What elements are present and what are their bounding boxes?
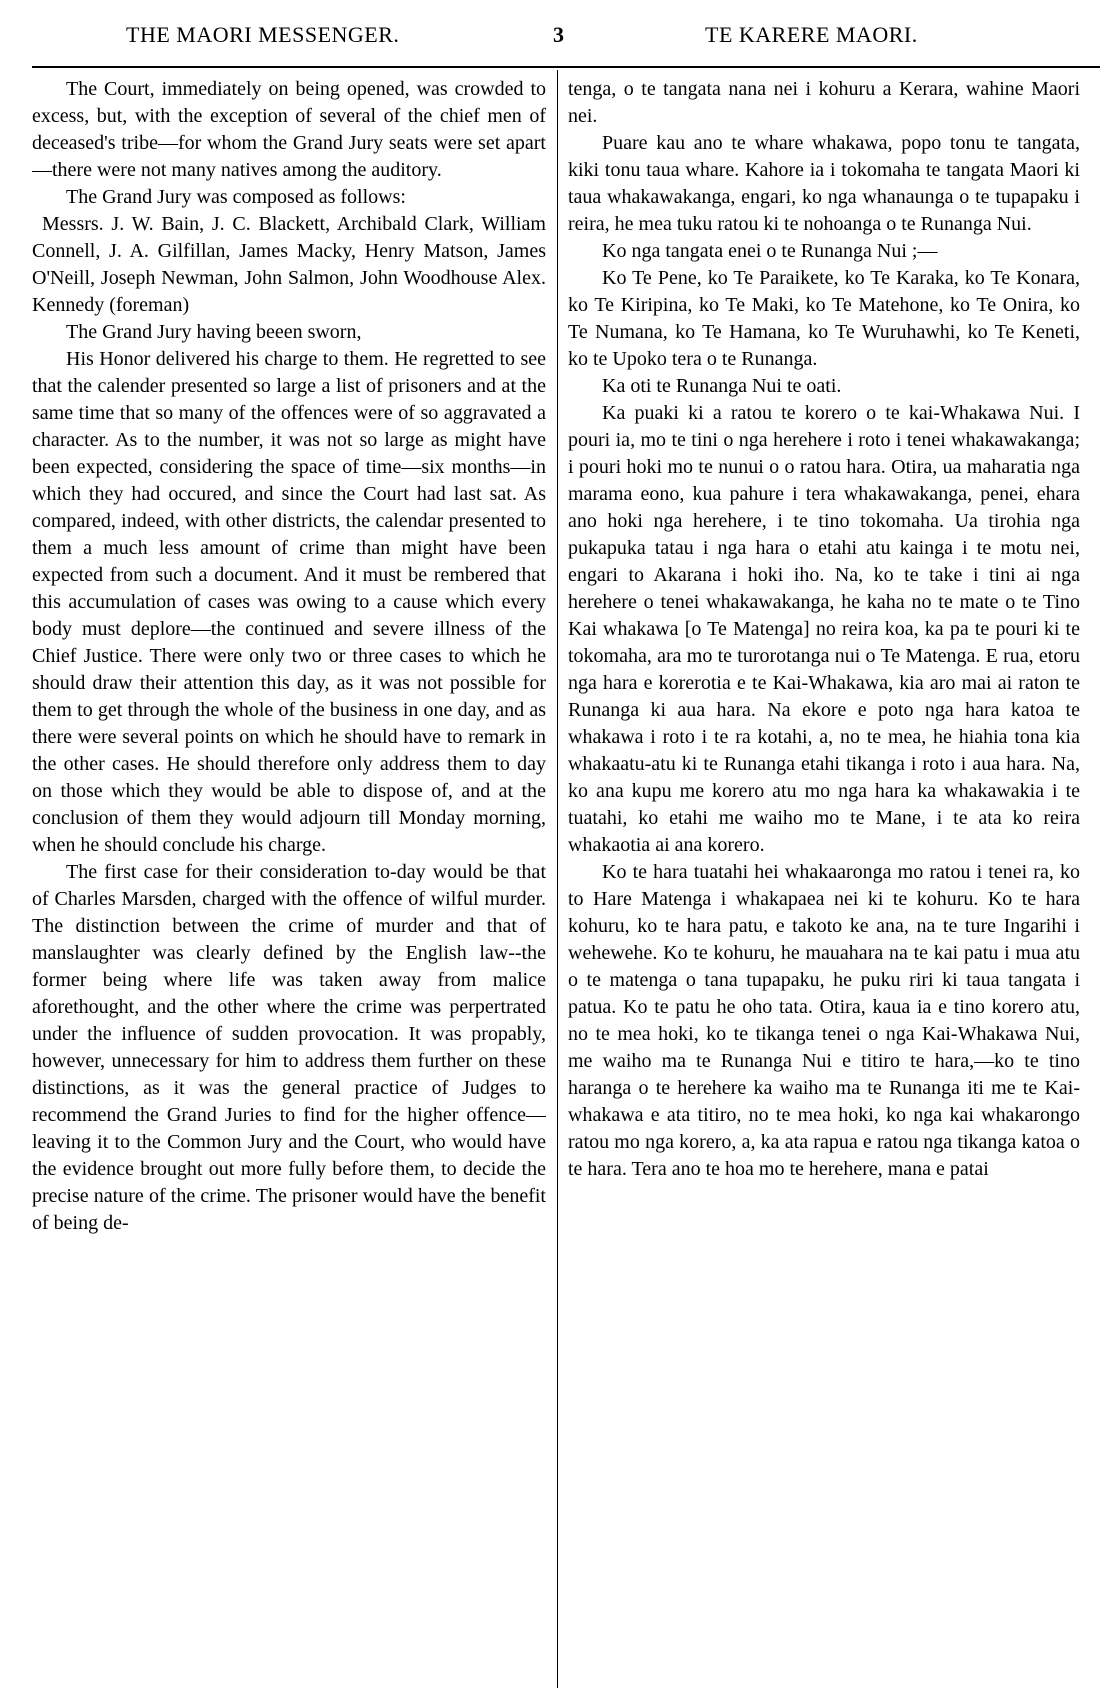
page-number: 3 [553,22,565,47]
english-paragraph: The Court, immediately on being opened, was crowded to excess, but, with the exception of several of the chief men of deceased's tribe—for whom the Grand Jury seats were set apart—there were not many natives among the auditory. [32,78,546,181]
maori-paragraph: Ka puaki ki a ratou te korero o te kai-Whakawa Nui. I pouri ia, mo te tini o nga herehere i roto i tenei whakawakanga; i pouri hoki mo te nunui o o ratou hara. Otira, ua maharatia nga marama eono, kua pahure i tera whakawakanga, penei, ehara ano hoki nga herehere, i te tino tokomaha. Ua tirohia nga pukapuka tatau i nga hara o etahi atu kainga i te motu nei, engari to Akarana i hoki iho. Na, ko te take i tini ai nga herehere o tenei whakawakanga, he kaha no te mate o te Tino Kai whakawa [o Te Matenga] no reira koa, ka pa te pouri ki te tokomaha, ara mo te turorotanga nui o Te Matenga. E rua, etoru nga hara e korerotia e te Kai-Whakawa, kia aro mai ai raton te Runanga ki aua hara. Na ekore e poto nga hara katoa te whakawa i roto i te ra kotahi, a, no te mea, he hiahia tona kia whakaatu-atu ki te Runanga etahi tikanga i roto i aua hara. Na, ko ana kupu me korero atu mo nga hara ka whakawakia i te tuatahi, ko etahi me waiho mo te Mane, i te ata ko reira whakaotia ai ana korero. [568,402,1080,856]
header-rule [32,66,1100,68]
masthead [0,22,1114,58]
english-paragraph: His Honor delivered his charge to them. He regretted to see that the calender presented so large a list of prisoners and at the same time that so many of the offences were of so aggravated a character. As to the number, it was not so large as might have been expected, considering the space of time—six months—in which they had occured, and since the Court had last sat. As compared, indeed, with other districts, the calendar presented to them a much less amount of crime than might have been expected from such a document. And it must be rembered that this accumulation of cases was owing to a cause which every body must deplore—the continued and severe illness of the Chief Justice. There were only two or three cases to which he should draw their attention this day, as it was not possible for them to get through the whole of the business in one day, and as there were several points on which he should have to remark in the other cases. He should therefore only address them to day on those which they would be able to dispose of, and at the conclusion of them they would adjourn till Monday morning, when he should conclude his charge. [32,348,546,856]
english-paragraph: The Grand Jury having beeen sworn, [66,321,362,343]
maori-paragraph: Ka oti te Runanga Nui te oati. [602,375,842,397]
maori-paragraph: Ko nga tangata enei o te Runanga Nui ;— [602,240,938,262]
column-divider [557,70,558,1688]
english-paragraph: The Grand Jury was composed as follows: [66,186,406,208]
masthead-english-title: THE MAORI MESSENGER. [126,22,400,47]
maori-paragraph: tenga, o te tangata nana nei i kohuru a Kerara, wahine Maori nei. [568,78,1080,127]
english-column [32,76,546,1686]
maori-paragraph: Ko te hara tuatahi hei whakaaronga mo ratou i tenei ra, ko to Hare Matenga i whakapaea nei ki te kohuru. Ko te hara kohuru, ko te hara patu, e takoto ke ana, na te ture Ingarihi i wehewehe. Ko te kohuru, he mauahara na te kai patu i mua atu o te matenga o tana tupapaku, he puku riri ki taua tangata i patua. Ko te patu he oho tata. Otira, kaua ia e tino korero atu, no te mea hoki, ko te tikanga tenei o nga Kai-Whakawa Nui, me waiho ma te Runanga Nui e titiro te hara,—ko te tino haranga o te herehere ka waiho ma te Runanga iti me te Kai-whakawa e ata titiro, no te mea hoki, ko nga kai whakarongo ratou mo nga korero, a, ka ata rapua e ratou nga tikanga katoa o te hara. Tera ano te hoa mo te herehere, mana e patai [568,861,1080,1180]
masthead-maori-title: TE KARERE MAORI. [705,22,918,47]
maori-paragraph: Ko Te Pene, ko Te Paraikete, ko Te Karaka, ko Te Konara, ko Te Kiripina, ko Te Maki, ko Te Matehone, ko Te Onira, ko Te Numana, ko Te Hamana, ko Te Wuruhawhi, ko Te Keneti, ko te Upoko tera o te Runanga. [568,267,1080,370]
maori-paragraph: Puare kau ano te whare whakawa, popo tonu te tangata, kiki tonu taua whare. Kahore ia i tokomaha te tangata Maori ki taua whakawakanga, engari, ko nga whanaunga o te tupapaku i reira, he mea tuku ratou ki te nohoanga o te Runanga Nui. [568,132,1080,235]
maori-column [568,76,1080,1686]
english-paragraph: The first case for their consideration to-day would be that of Charles Marsden, charged with the offence of wilful murder. The distinction between the crime of murder and that of manslaughter was clearly defined by the English law--the former being where life was taken away from malice aforethought, and the other where the crime was perpertrated under the influence of sudden provocation. It was propably, however, unnecessary for him to address them further on these distinctions, as it was the general practice of Judges to recommend the Grand Juries to find for the higher offence—leaving it to the Common Jury and the Court, who would have the evidence brought out more fully before them, to decide the precise nature of the crime. The prisoner would have the benefit of being de- [32,861,546,1234]
grand-jury-list: Messrs. J. W. Bain, J. C. Blackett, Archibald Clark, William Connell, J. A. Gilfillan, James Macky, Henry Matson, James O'Neill, Joseph Newman, John Salmon, John Woodhouse Alex. Kennedy (foreman) [32,213,546,316]
